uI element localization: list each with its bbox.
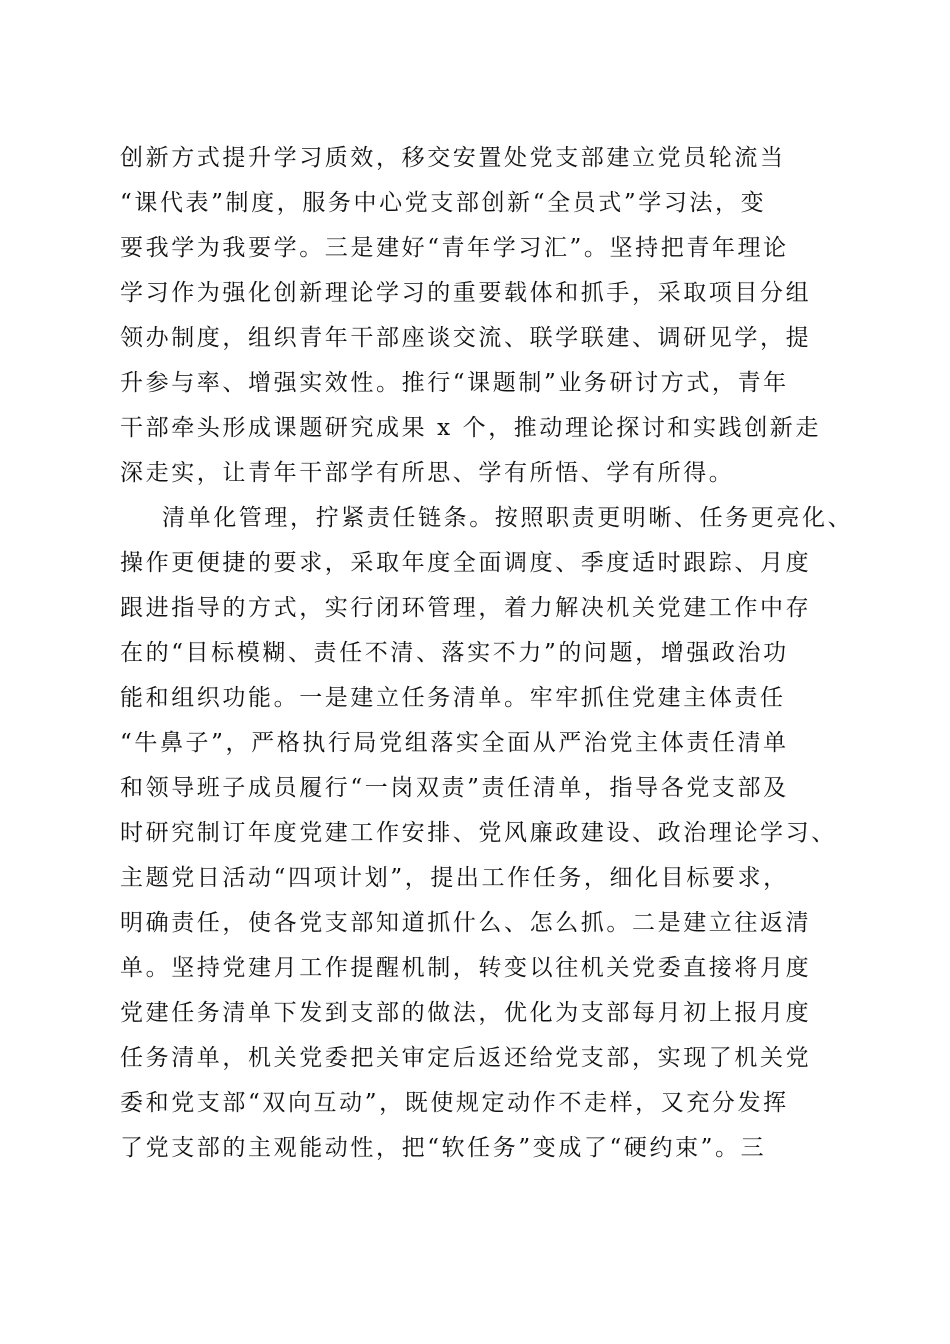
text-line: 和领导班子成员履行“一岗双责”责任清单，指导各党支部及 [120,775,789,801]
text-line: 升参与率、增强实效性。推行“课题制”业务研讨方式，青年 [120,370,789,396]
text-line: 清单化管理，拧紧责任链条。按照职责更明晰、任务更亮化、 [162,505,854,531]
text-line: 在的“目标模糊、责任不清、落实不力”的问题，增强政治功 [120,640,789,666]
text-line: 要我学为我要学。三是建好“青年学习汇”。坚持把青年理论 [120,235,789,261]
text-line: 了党支部的主观能动性，把“软任务”变成了“硬约束”。三 [120,1135,767,1161]
text-line: 干部牵头形成课题研究成果 x 个，推动理论探讨和实践创新走 [120,415,821,441]
text-line: “牛鼻子”，严格执行局党组落实全面从严治党主体责任清单 [120,730,789,756]
text-line: 跟进指导的方式，实行闭环管理，着力解决机关党建工作中存 [120,595,812,621]
text-line: 明确责任，使各党支部知道抓什么、怎么抓。二是建立往返清 [120,910,812,936]
text-line: 任务清单，机关党委把关审定后返还给党支部，实现了机关党 [120,1045,812,1071]
text-line: 创新方式提升学习质效，移交安置处党支部建立党员轮流当 [120,145,786,171]
text-line: 委和党支部“双向互动”，既使规定动作不走样，又充分发挥 [120,1090,789,1116]
body-text [120,136,854,1171]
text-line: “课代表”制度，服务中心党支部创新“全员式”学习法，变 [120,190,767,216]
text-line: 主题党日活动“四项计划”，提出工作任务，细化目标要求， [120,865,789,891]
text-line: 领办制度，组织青年干部座谈交流、联学联建、调研见学，提 [120,325,812,351]
text-line: 党建任务清单下发到支部的做法，优化为支部每月初上报月度 [120,1000,812,1026]
text-line: 深走实，让青年干部学有所思、学有所悟、学有所得。 [120,460,735,486]
text-line: 学习作为强化创新理论学习的重要载体和抓手，采取项目分组 [120,280,812,306]
text-line: 单。坚持党建月工作提醒机制，转变以往机关党委直接将月度 [120,955,812,981]
text-line: 操作更便捷的要求，采取年度全面调度、季度适时跟踪、月度 [120,550,812,576]
text-line: 时研究制订年度党建工作安排、党风廉政建设、政治理论学习、 [120,820,837,846]
text-line: 能和组织功能。一是建立任务清单。牢牢抓住党建主体责任 [120,685,786,711]
